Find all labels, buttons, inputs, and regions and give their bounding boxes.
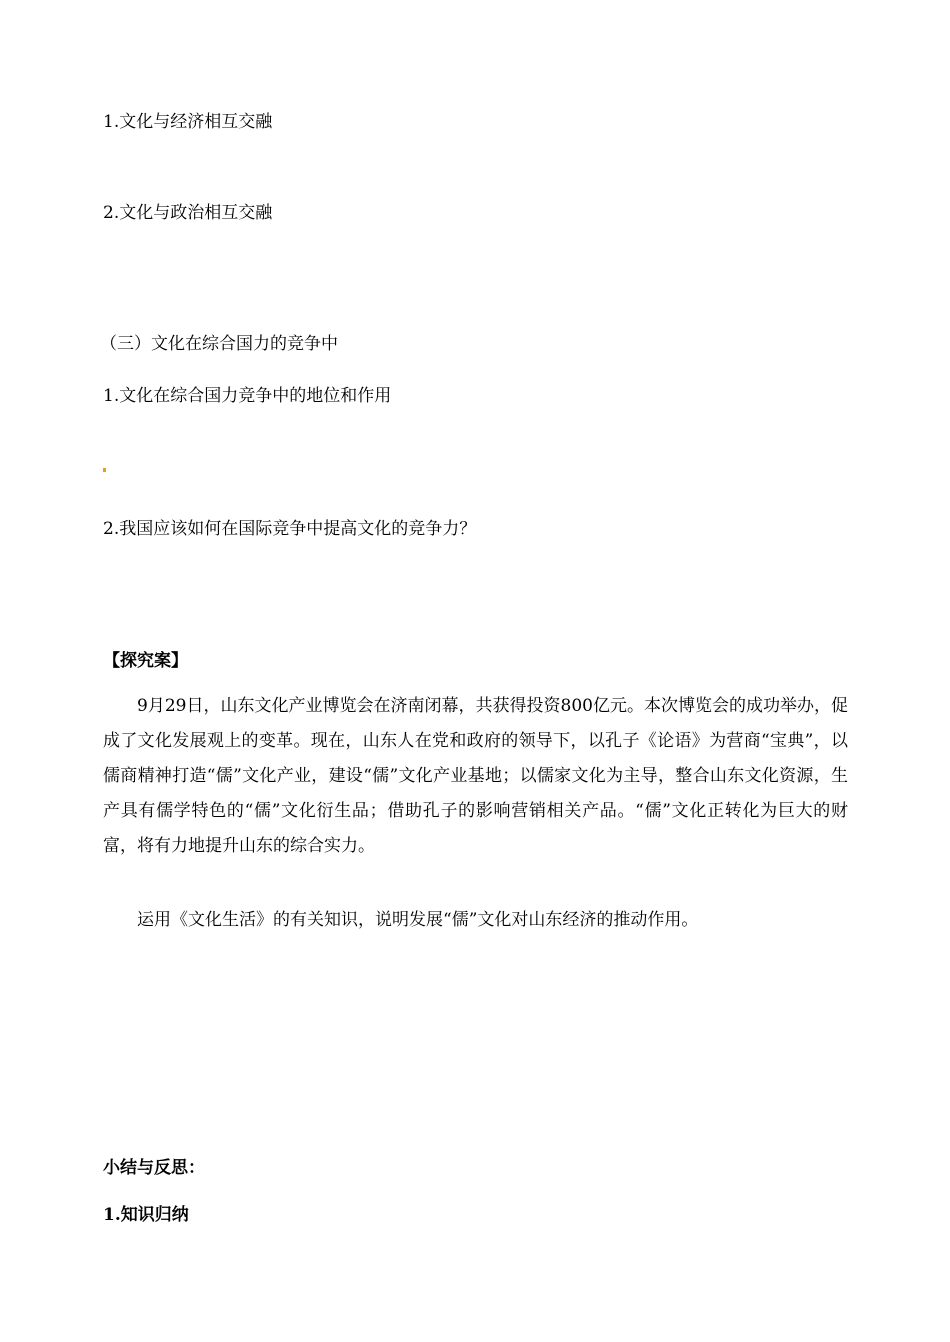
item-culture-politics: 2.文化与政治相互交融 — [103, 203, 273, 223]
decorative-marker-dot — [103, 468, 106, 472]
inquiry-question: 运用《文化生活》的有关知识，说明发展“儒”文化对山东经济的推动作用。 — [137, 910, 699, 930]
item-culture-status-role: 1.文化在综合国力竞争中的地位和作用 — [103, 386, 392, 406]
item-culture-economy: 1.文化与经济相互交融 — [103, 112, 273, 132]
summary-heading: 小结与反思： — [103, 1158, 205, 1178]
item-improve-competitiveness: 2.我国应该如何在国际竞争中提高文化的竞争力？ — [103, 519, 477, 539]
inquiry-material-paragraph: 9月29日，山东文化产业博览会在济南闭幕，共获得投资800亿元。本次博览会的成功举办，促成了文化发展观上的变革。现在，山东人在党和政府的领导下，以孔子《论语》为营商“宝典”，以儒商精神打造“儒”文化产业，建设“儒”文化产业基地；以儒家文化为主导，整合山东文化资源，生产具有儒学特色的“儒”文化衍生品；借助孔子的影响营销相关产品。“儒”文化正转化为巨大的财富，将有力地提升山东的综合实力。 — [103, 696, 848, 856]
inquiry-heading: 【探究案】 — [103, 651, 188, 671]
section-three-heading: （三）文化在综合国力的竞争中 — [100, 334, 338, 354]
summary-item-knowledge: 1.知识归纳 — [103, 1205, 189, 1225]
